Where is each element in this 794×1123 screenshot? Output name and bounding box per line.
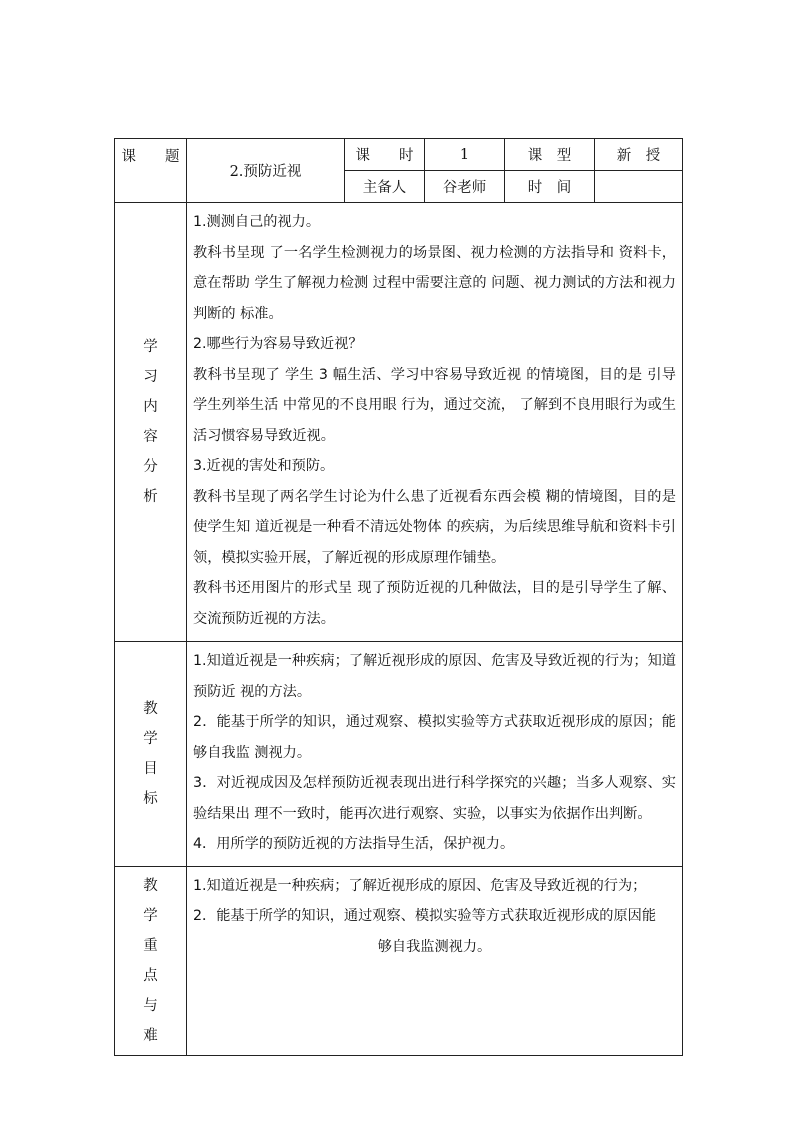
goals-content (187, 642, 683, 867)
side-char: 重 (143, 937, 158, 954)
side-char: 容 (143, 429, 158, 445)
analysis-paragraph: 教科书还用图片的形式呈 现了预防近视的几种做法，目的是引导学生了解、交流预防近视的方法。 (193, 580, 676, 627)
goals-paragraph: 2．能基于所学的知识，通过观察、模拟实验等方式获取近视形成的原因；能够自我监 测视力。 (193, 714, 676, 761)
side-char: 目 (143, 760, 158, 777)
preparer-label-cell (345, 171, 425, 203)
preparer-value-cell (425, 171, 505, 203)
side-char: 教 (143, 877, 158, 894)
topic-value-cell (187, 139, 345, 203)
goals-paragraph: 3．对近视成因及怎样预防近视表现出进行科学探究的兴趣；当多人观察、实验结果出 理不一致时，能再次进行观察、实验，以事实为依据作出判断。 (193, 775, 676, 822)
analysis-row (115, 203, 683, 642)
key-points-paragraph: 1.知道近视是一种疾病；了解近视形成的原因、危害及导致近视的行为； (193, 877, 647, 894)
key-points-row (115, 866, 683, 1055)
preparer-value: 谷老师 (442, 180, 487, 196)
goals-row (115, 642, 683, 867)
topic-label: 课 题 (121, 149, 180, 165)
period-label: 课 时 (355, 148, 414, 164)
goals-paragraph: 4．用所学的预防近视的方法指导生活，保护视力。 (193, 836, 515, 852)
analysis-paragraph: 2.哪些行为容易导致近视？ (193, 336, 363, 352)
key-points-paragraph: 够自我监测视力。 (377, 938, 492, 955)
topic-label-cell (115, 139, 187, 203)
goals-paragraph: 1.知道近视是一种疾病；了解近视形成的原因、危害及导致近视的行为；知道预防近 视的方法。 (193, 653, 676, 700)
analysis-side-label (115, 203, 187, 642)
side-char: 析 (143, 489, 158, 505)
side-char: 教 (143, 700, 158, 717)
side-char: 学 (143, 730, 158, 747)
side-char: 标 (143, 790, 158, 807)
key-points-side-label (115, 866, 187, 1055)
side-char: 学 (143, 907, 158, 924)
type-label: 课 型 (527, 148, 572, 164)
period-value-cell (425, 139, 505, 171)
type-value: 新 授 (616, 148, 661, 164)
period-value: 1 (459, 146, 470, 163)
side-char: 分 (143, 459, 158, 475)
analysis-content (187, 203, 683, 642)
lesson-plan-table (114, 138, 683, 1056)
goals-side-label (115, 642, 187, 867)
analysis-paragraph: 教科书呈现 了一名学生检测视力的场景图、视力检测的方法指导和 资料卡，意在帮助 学生了解视力检测 过程中需要注意的 问题、视力测试的方法和视力判断的 标准。 (193, 244, 676, 322)
side-char: 难 (143, 1027, 158, 1044)
side-char: 点 (143, 967, 158, 984)
analysis-paragraph: 3.近视的害处和预防。 (193, 458, 335, 474)
type-label-cell (505, 139, 595, 171)
period-label-cell (345, 139, 425, 171)
type-value-cell (595, 139, 683, 171)
topic-value: 2.预防近视 (229, 164, 302, 180)
key-points-content (187, 866, 683, 1055)
time-label-cell (505, 171, 595, 203)
analysis-paragraph: 教科书呈现了两名学生讨论为什么患了近视看东西会模 糊的情境图，目的是使学生知 道近视是一种看不清远处物体 的疾病，为后续思维导航和资料卡引领，模拟实验开展，了解近视的形成原理作铺垫。 (193, 488, 676, 566)
key-points-paragraph: 2．能基于所学的知识，通过观察、模拟实验等方式获取近视形成的原因能 (193, 908, 657, 924)
side-char: 与 (143, 997, 158, 1014)
side-char: 学 (143, 339, 158, 355)
preparer-label: 主备人 (362, 180, 407, 196)
header-row-1 (115, 139, 683, 171)
time-value-cell (595, 171, 683, 203)
side-char: 习 (143, 369, 158, 385)
analysis-paragraph: 1.测测自己的视力。 (193, 214, 321, 230)
time-label: 时 间 (527, 180, 572, 196)
side-char: 内 (143, 399, 158, 415)
analysis-paragraph: 教科书呈现了 学生 3 幅生活、学习中容易导致近视 的情境图，目的是 引导学生列举生活 中常见的不良用眼 行为，通过交流， 了解到不良用眼行为或生活习惯容易导致近视。 (193, 366, 676, 444)
